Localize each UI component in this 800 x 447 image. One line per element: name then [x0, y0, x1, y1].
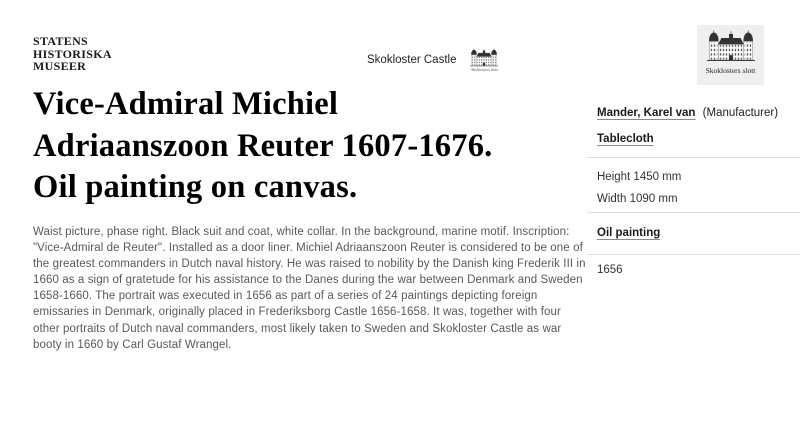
page-title-line: Adriaanszoon Reuter 1607-1676. [33, 127, 493, 164]
museum-logo-line: HISTORISKA [33, 46, 112, 61]
year-value: 1656 [597, 264, 623, 276]
site-header-link[interactable] [367, 44, 499, 76]
technique-row [597, 227, 660, 239]
object-type-link[interactable]: Tablecloth [597, 133, 654, 145]
object-description: Waist picture, phase right. Black suit and coat, white collar. In the background, marine motif. Inscription: "Vice-Admiral de Reuter". Installed as a door liner. Michiel Adriaanszoon Reuter is considered to be one of the greatest commanders in Dutch naval history. He was raised to nobility by the Danish king Frederik III in 1660 as a sign of gratetude for his assistance to the Danes during the war between Denmark and Sweden 1658-1660. The portrait was executed in 1656 as part of a series of 24 paintings depicting foreign emissaries in Denmark, originally placed in Frederiksborg Castle 1656-1658. It was, together with four other portraits of Dutch naval commanders, most likely taken to Sweden and Skokloster Castle as war booty in 1660 by Carl Gustaf Wrangel. [33, 226, 586, 351]
width-value: Width 1090 mm [597, 193, 678, 205]
museum-logo-line: MUSEER [33, 59, 87, 74]
panel-divider [587, 254, 800, 255]
page-title-line: Oil painting on canvas. [33, 169, 358, 205]
panel-divider [587, 157, 800, 158]
object-type-row [597, 133, 654, 145]
page-title-line: Vice-Admiral Michiel [33, 86, 339, 122]
castle-illustration [707, 30, 755, 62]
site-name-label: Skokloster Castle [367, 54, 457, 66]
manufacturer-role: (Manufacturer) [702, 107, 779, 119]
manufacturer-row [597, 107, 778, 119]
page-title [33, 84, 593, 209]
technique-link[interactable]: Oil painting [597, 227, 661, 239]
castle-icon-caption: Skoklosters slott [471, 67, 498, 72]
panel-divider [587, 212, 800, 213]
manufacturer-link[interactable]: Mander, Karel van [597, 107, 696, 119]
height-value: Height 1450 mm [597, 171, 682, 183]
castle-icon [469, 48, 499, 72]
museum-logo-line: STATENS [33, 34, 89, 48]
museum-logo[interactable] [33, 35, 112, 73]
museum-badge-caption: Skoklosters slott [705, 66, 756, 75]
museum-badge[interactable] [697, 25, 764, 85]
